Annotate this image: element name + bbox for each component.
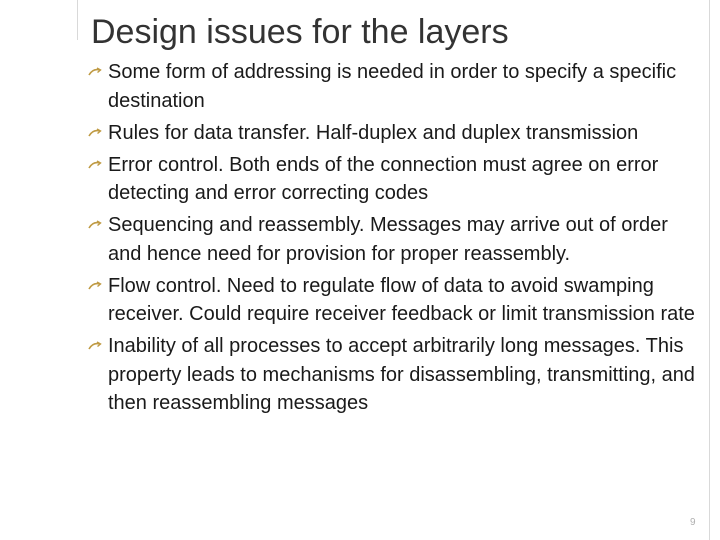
curved-arrow-bullet-icon — [88, 128, 102, 138]
slide-title: Design issues for the layers — [91, 13, 509, 51]
bullet-item-message-length — [108, 332, 704, 418]
bullet-item-data-transfer — [108, 119, 704, 148]
frame-line-right — [709, 0, 710, 540]
bullet-text: Sequencing and reassembly. Messages may arrive out of order and hence need for provision for proper reassembly. — [108, 214, 668, 265]
bullet-text: Error control. Both ends of the connection must agree on error detecting and error correcting codes — [108, 153, 659, 204]
bullet-item-sequencing — [108, 211, 704, 268]
bullet-item-flow-control — [108, 272, 704, 329]
bullet-text: Some form of addressing is needed in order to specify a specific destination — [108, 61, 677, 112]
curved-arrow-bullet-icon — [88, 67, 102, 77]
bullet-item-addressing — [108, 58, 704, 115]
curved-arrow-bullet-icon — [88, 160, 102, 170]
bullet-text: Rules for data transfer. Half-duplex and duplex transmission — [108, 121, 639, 144]
bullet-list — [108, 58, 704, 421]
curved-arrow-bullet-icon — [88, 341, 102, 351]
page-number: 9 — [690, 517, 696, 528]
curved-arrow-bullet-icon — [88, 281, 102, 291]
bullet-text: Inability of all processes to accept arbitrarily long messages. This property leads to mechanisms for disassembling, transmitting, and then reassembling messages — [108, 335, 695, 414]
curved-arrow-bullet-icon — [88, 220, 102, 230]
bullet-text: Flow control. Need to regulate flow of data to avoid swamping receiver. Could require receiver feedback or limit transmission rate — [108, 274, 695, 325]
frame-line-left — [77, 0, 78, 40]
bullet-item-error-control — [108, 151, 704, 208]
